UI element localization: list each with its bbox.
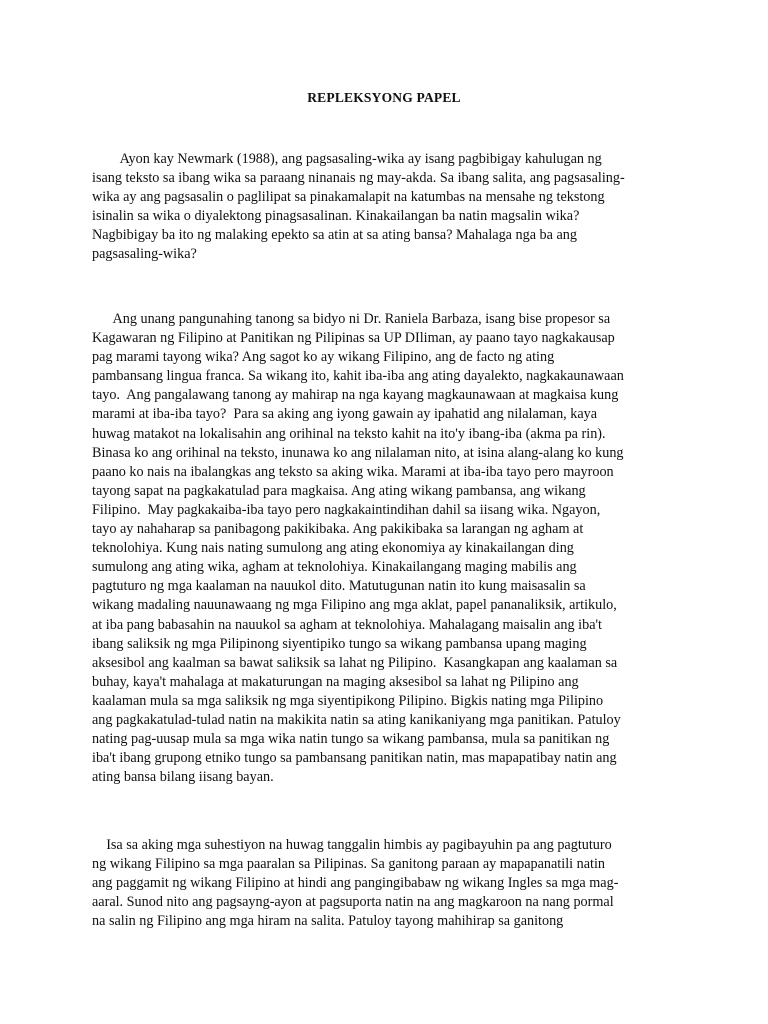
- text-line: pambansang lingua franca. Sa wikang ito, kahit iba-iba ang ating dayalekto, nagkakaunawaan: [92, 368, 624, 385]
- text-line: kaalaman mula sa mga saliksik ng mga siyentipikong Pilipino. Bigkis nating mga Pilipino: [92, 692, 604, 709]
- text-line: iba't ibang grupong etniko tungo sa pambansang panitikan natin, mas mapapatibay natin ang: [92, 750, 617, 767]
- text-line: ibang saliksik ng mga Pilipinong siyentipiko tungo sa wikang pambansa upang maging: [92, 635, 587, 652]
- text-line: ang paggamit ng wikang Filipino at hindi ang pangingibabaw ng wikang Ingles sa mga mag-: [92, 875, 619, 892]
- document-title: REPLEKSYONG PAPEL: [307, 90, 461, 105]
- text-line: sumulong ang ating wika, agham at teknolohiya. Kinakailangang maging mabilis ang: [92, 559, 577, 576]
- text-line: Binasa ko ang orihinal na teksto, inunawa ko ang nilalaman nito, at isina alang-alang ko kung: [92, 444, 624, 461]
- text-line: aksesibol ang kaalman sa bawat saliksik sa lahat ng Pilipino. Kasangkapan ang kaalaman sa: [92, 654, 618, 671]
- paragraph-body: [92, 310, 692, 787]
- text-line: Kagawaran ng Filipino at Panitikan ng Pilipinas sa UP DIliman, ay paano tayo nagkakausap: [92, 330, 615, 347]
- text-line: tayo ay nahaharap sa panibagong pakikibaka. Ang pakikibaka sa larangan ng agham at: [92, 521, 584, 538]
- text-line: huwag matakot na lokalisahin ang orihinal na teksto kahit na ito'y ibang-iba (akma pa rin).: [92, 425, 606, 442]
- text-line: ang pagkakatulad-tulad natin na makikita natin sa ating kanikaniyang mga panitikan. Patuloy: [92, 711, 621, 728]
- text-line: aaral. Sunod nito ang pagsayng-ayon at pagsuporta natin na ang magkaroon na nang pormal: [92, 894, 614, 911]
- text-line: marami at iba-iba tayo? Para sa aking ang iyong gawain ay ipahatid ang nilalaman, kaya: [92, 406, 598, 423]
- text-line: Ayon kay Newmark (1988), ang pagsasaling-wika ay isang pagbibigay kahulugan ng: [92, 151, 602, 167]
- text-line: pag marami tayong wika? Ang sagot ko ay wikang Filipino, ang de facto ng ating: [92, 349, 555, 366]
- text-line: tayo. Ang pangalawang tanong ay mahirap na nga kayang magkaunawaan at magkaisa kung: [92, 387, 619, 404]
- text-line: ating bansa bilang iisang bayan.: [92, 769, 274, 786]
- text-line: Filipino. May pagkakaiba-iba tayo pero nagkakaintindihan dahil sa iisang wika. Ngayon,: [92, 501, 601, 518]
- text-line: paano ko nais na ibalangkas ang teksto sa aking wika. Marami at iba-iba tayo pero mayroon: [92, 463, 614, 480]
- text-line: Ang unang pangunahing tanong sa bidyo ni Dr. Raniela Barbaza, isang bise propesor sa: [92, 311, 611, 327]
- text-line: wika ay ang pagsasalin o paglilipat sa pinakamalapit na katumbas na mensahe ng tekstong: [92, 189, 605, 206]
- text-line: isang teksto sa ibang wika sa paraang ninanais ng may-akda. Sa ibang salita, ang pagsasaling-: [92, 170, 625, 187]
- text-line: pagtuturo ng mga kaalaman na nauukol dito. Matutugunan natin ito kung maisasalin sa: [92, 578, 586, 595]
- text-line: Nagbibigay ba ito ng malaking epekto sa atin at sa ating bansa? Mahalaga nga ba ang: [92, 227, 577, 244]
- text-line: isinalin sa wika o diyalektong pinagsasalinan. Kinakailangan ba natin magsalin wika?: [92, 208, 580, 225]
- text-line: wikang madaling nauunawaang ng mga Filipino ang mga aklat, papel pananaliksik, artikulo,: [92, 597, 617, 614]
- text-line: tayong sapat na pagkakatulad para magkaisa. Ang ating wikang pambansa, ang wikang: [92, 482, 586, 499]
- text-line: pagsasaling-wika?: [92, 246, 197, 263]
- text-line: nating pag-uusap mula sa mga wika natin tungo sa wikang pambansa, mula sa panitikan ng: [92, 731, 610, 748]
- paragraph-intro: [92, 150, 692, 265]
- text-line: ng wikang Filipino sa mga paaralan sa Pilipinas. Sa ganitong paraan ay mapapanatili natin: [92, 856, 605, 873]
- text-line: na salin ng Filipino ang mga hiram na salita. Patuloy tayong mahihirap sa ganitong: [92, 913, 564, 930]
- text-line: at iba pang babasahin na nauukol sa agham at teknolohiya. Mahalagang maisalin ang iba't: [92, 616, 602, 633]
- text-line: Isa sa aking mga suhestiyon na huwag tanggalin himbis ay pagibayuhin pa ang pagtuturo: [92, 837, 612, 853]
- paragraph-suggestions: [92, 836, 692, 931]
- text-line: buhay, kaya't mahalaga at makaturungan na maging aksesibol sa lahat ng Pilipino ang: [92, 673, 579, 690]
- text-line: teknolohiya. Kung nais nating sumulong ang ating ekonomiya ay kinakailangan ding: [92, 540, 574, 557]
